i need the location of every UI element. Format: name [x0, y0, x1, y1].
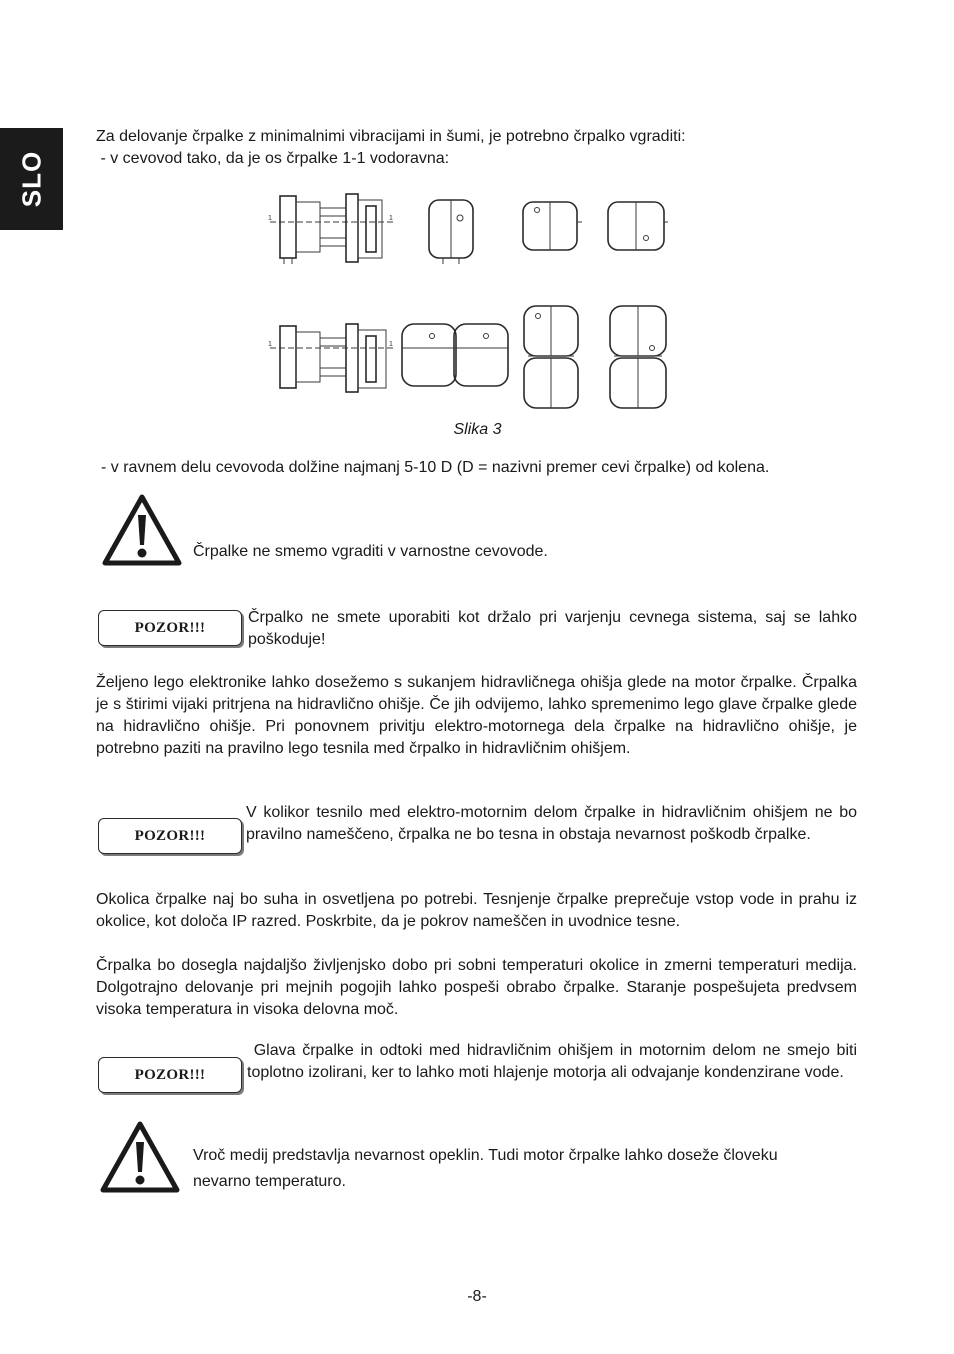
warning-1-text: Črpalke ne smemo vgraditi v varnostne cevovode. [193, 543, 548, 560]
paragraph-environment: Okolica črpalke naj bo suha in osvetljena po potrebi. Tesnjenje črpalke preprečuje vstop vode in prahu iz okolice, kot določa IP razred. Poskrbite, da je pokrov nameščen in uvodnice tesne. [96, 891, 857, 930]
warning-2-text [193, 1143, 863, 1195]
axis-label-right-top: 1 [389, 215, 393, 222]
warning-triangle-icon [101, 493, 183, 567]
twin-pump-side-view [270, 324, 396, 392]
twin-pump-front-view-vertical-b [610, 306, 666, 408]
axis-label-left-bottom: 1 [268, 341, 272, 348]
page-number: -8- [467, 1288, 487, 1305]
intro-text [96, 126, 866, 170]
caution-badge-2: POZOR!!! [98, 818, 242, 854]
caution-2-text: V kolikor tesnilo med elektro-motornim delom črpalke in hidravličnim ohišjem ne bo pravilno nameščeno, črpalka ne bo tesna in obstaja nevarnost poškodb črpalke. [246, 804, 857, 843]
twin-pump-front-view-horizontal [402, 324, 508, 386]
pump-front-view-horizontal-b [608, 202, 668, 250]
caution-badge-3: POZOR!!! [98, 1057, 242, 1093]
pump-front-view-vertical [429, 200, 473, 264]
axis-label-right-bottom: 1 [389, 341, 393, 348]
warning-2-line-1: Vroč medij predstavlja nevarnost opeklin. Tudi motor črpalke lahko doseže človeku [193, 1147, 778, 1164]
figure-caption: Slika 3 [453, 421, 502, 438]
twin-pump-front-view-vertical-a [524, 306, 578, 408]
warning-triangle-icon [99, 1120, 181, 1194]
caution-1-text: Črpalko ne smete uporabiti kot držalo pri varjenju cevnega sistema, saj se lahko poškoduje! [248, 609, 857, 648]
warning-2-line-2: nevarno temperaturo. [193, 1173, 346, 1190]
intro-line-2: - v cevovod tako, da je os črpalke 1-1 vodoravna: [96, 150, 450, 167]
language-tab-label: SLO [16, 150, 46, 208]
paragraph-lifetime: Črpalka bo dosegla najdaljšo življenjsko dobo pri sobni temperaturi okolice in zmerni temperaturi medija. Dolgotrajno delovanje pri mejnih pogojih lahko pospeši obrabo črpalke. Staranje pospešujeta predvsem visoka temperatura in visoka delovna moč. [96, 957, 857, 1018]
pump-side-view-top [270, 194, 396, 264]
caution-badge-1: POZOR!!! [98, 610, 242, 646]
axis-label-left-top: 1 [268, 215, 272, 222]
intro-line-1: Za delovanje črpalke z minimalnimi vibracijami in šumi, je potrebno črpalko vgraditi: [96, 128, 686, 145]
pump-front-view-horizontal-a [523, 202, 582, 250]
caution-3-text: Glava črpalke in odtoki med hidravličnim ohišjem in motornim delom ne smejo biti toplotno izolirani, ker to lahko moti hlajenje motorja ali odvajanje kondenzirane vode. [247, 1042, 862, 1081]
paragraph-position: Željeno lego elektronike lahko dosežemo s sukanjem hidravličnega ohišja glede na motor črpalke. Črpalka je s štirimi vijaki pritrjena na hidravlično ohišje. Če jih odvijemo, lahko spremenimo lego glave črpalke glede na hidravlično ohišje. Pri ponovnem privitju elektro-motornega dela črpalke na hidravlično ohišje, je potrebno paziti na pravilno lego tesnila med črpalko in hidravličnim ohišjem. [96, 674, 857, 757]
pipe-length-note: - v ravnem delu cevovoda dolžine najmanj 5-10 D (D = nazivni premer cevi črpalke) od kolena. [101, 459, 770, 476]
language-tab [0, 128, 63, 230]
pump-orientation-figure [266, 188, 676, 413]
